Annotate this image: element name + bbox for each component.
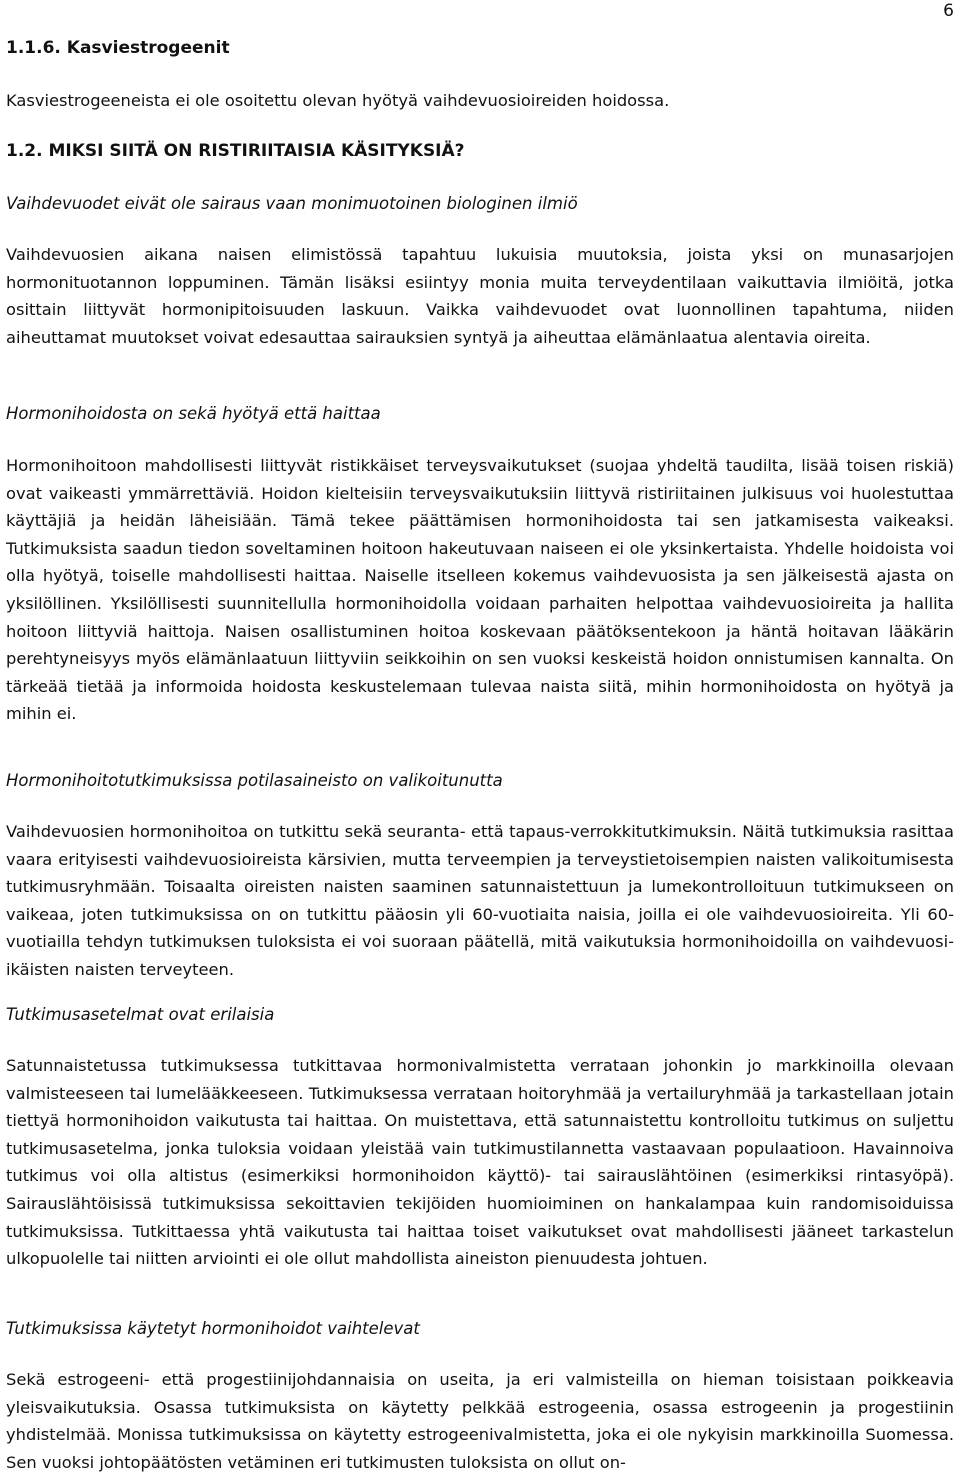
paragraph-kasviestrogeenit: Kasviestrogeeneista ei ole osoitettu olevan hyötyä vaihdevuosioireiden hoidossa. <box>6 91 670 110</box>
subheading-hyoty-haitta: Hormonihoidosta on sekä hyötyä että haittaa <box>6 404 381 423</box>
subheading-tutkimusasetelmat: Tutkimusasetelmat ovat erilaisia <box>6 1005 275 1024</box>
paragraph-potilasaineisto: Vaihdevuosien hormonihoitoa on tutkittu sekä seuranta- että tapaus-verrokkitutkimuksin. Näitä tutkimuksia rasittaa vaara erityisesti vaihdevuosioireista kärsivien, mutta terveempien ja terveystietoisempien naisten valikoitumisesta tutkimusryhmään. Toisaalta oireisten naisten saaminen satunnaistettuun ja lumekontrolloituun tutkimukseen on vaikeaa, joten tutkimuksissa on on tutkittu pääosin yli 60-vuotiaita naisia, joilla ei ole vaihdevuosioireita. Yli 60-vuotiailla tehdyn tutkimuksen tuloksista ei voi suoraan päätellä, mitä vaikutuksia hormonihoidoilla on vaihdevuosi-ikäisten naisten terveyteen. <box>6 822 954 979</box>
paragraph-tutkimusasetelmat: Satunnaistetussa tutkimuksessa tutkittavaa hormonivalmistetta verrataan johonkin jo markkinoilla olevaan valmisteeseen tai lumelääkkeeseen. Tutkimuksessa verrataan hoitoryhmää ja vertailuryhmää ja tarkastellaan jotain tiettyä hormonihoidon vaikutusta tai haittaa. On muistettava, että satunnaistettu kontrolloitu tutkimus on suljettu tutkimusasetelma, jonka tuloksia voidaan yleistää vain tutkimustilannetta vastaavaan populaatioon. Havainnoiva tutkimus voi olla altistus (esimerkiksi hormonihoidon käyttö)- tai sairauslähtöinen (esimerkiksi rintasyöpä). Sairauslähtöisissä tutkimuksissa sekoittavien tekijöiden huomioiminen on hankalampaa kuin randomisoiduissa tutkimuksissa. Tutkittaessa yhtä vaikutusta tai haittaa toiset vaikutukset ovat mahdollisesti jääneet tarkastelun ulkopuolelle tai niitten arviointi ei ole ollut mahdollista aineiston pienuudesta johtuen. <box>6 1056 954 1269</box>
section-heading-ristiriitaisia: 1.2. MIKSI SIITÄ ON RISTIRIITAISIA KÄSITYKSIÄ? <box>6 141 465 161</box>
subheading-hormonihoidot: Tutkimuksissa käytetyt hormonihoidot vaihtelevat <box>6 1319 420 1338</box>
subheading-potilasaineisto: Hormonihoitotutkimuksissa potilasaineisto on valikoitunutta <box>6 771 503 790</box>
paragraph-hyoty-haitta: Hormonihoitoon mahdollisesti liittyvät ristikkäiset terveysvaikutukset (suojaa yhdeltä taudilta, lisää toisen riskiä) ovat vaikeasti ymmärrettäviä. Hoidon kielteisiin terveysvaikutuksiin liittyvä ristiriitainen julkisuus voi huolestuttaa käyttäjiä ja heidän läheisiään. Tämä tekee päättämisen hormonihoidosta tai sen jatkamisesta vaikeaksi. Tutkimuksista saadun tiedon soveltaminen hoitoon hakeutuvaan naiseen ei ole yksinkertaista. Yhdelle hoidoista voi olla hyötyä, toiselle mahdollisesti haittaa. Naiselle itselleen kokemus vaihdevuosista ja sen jälkeisestä ajasta on yksilöllinen. Yksilöllisesti suunnitellulla hormonihoidolla voidaan parhaiten helpottaa vaihdevuosioireita ja hallita hoitoon liittyviä haittoja. Naisen osallistuminen hoitoa koskevaan päätöksentekoon ja häntä hoitavan lääkärin perehtyneisyys myös elämänlaatuun liittyviin seikkoihin on sen vuoksi keskeistä hoidon onnistumisen kannalta. On tärkeää tietää ja informoida hoidosta keskustelemaan tulevaa naista siitä, mihin hormonihoidosta on hyötyä ja mihin ei. <box>6 456 954 724</box>
paragraph-hormonihoidot: Sekä estrogeeni- että progestiinijohdannaisia on useita, ja eri valmisteilla on hieman toisistaan poikkeavia yleisvaikutuksia. Osassa tutkimuksista on käytetty pelkkää estrogeenia, osassa estrogeenin ja progestiinin yhdistelmää. Monissa tutkimuksissa on käytetty estrogeenivalmistetta, joka ei ole nykyisin markkinoilla Suomessa. Sen vuoksi johtopäätösten vetäminen eri tutkimusten tuloksista on ollut on- <box>6 1370 954 1472</box>
section-heading-kasviestrogeenit: 1.1.6. Kasviestrogeenit <box>6 38 230 58</box>
page-number: 6 <box>943 1 954 21</box>
subheading-vaihdevuodet: Vaihdevuodet eivät ole sairaus vaan monimuotoinen biologinen ilmiö <box>6 194 578 213</box>
paragraph-vaihdevuodet: Vaihdevuosien aikana naisen elimistössä tapahtuu lukuisia muutoksia, joista yksi on munasarjojen hormonituotannon loppuminen. Tämän lisäksi esiintyy monia muita terveydentilaan vaikuttavia ilmiöitä, jotka osittain liittyvät hormonipitoisuuden laskuun. Vaikka vaihdevuodet ovat luonnollinen tapahtuma, niiden aiheuttamat muutokset voivat edesauttaa sairauksien syntyä ja aiheuttaa elämänlaatua alentavia oireita. <box>6 245 954 347</box>
